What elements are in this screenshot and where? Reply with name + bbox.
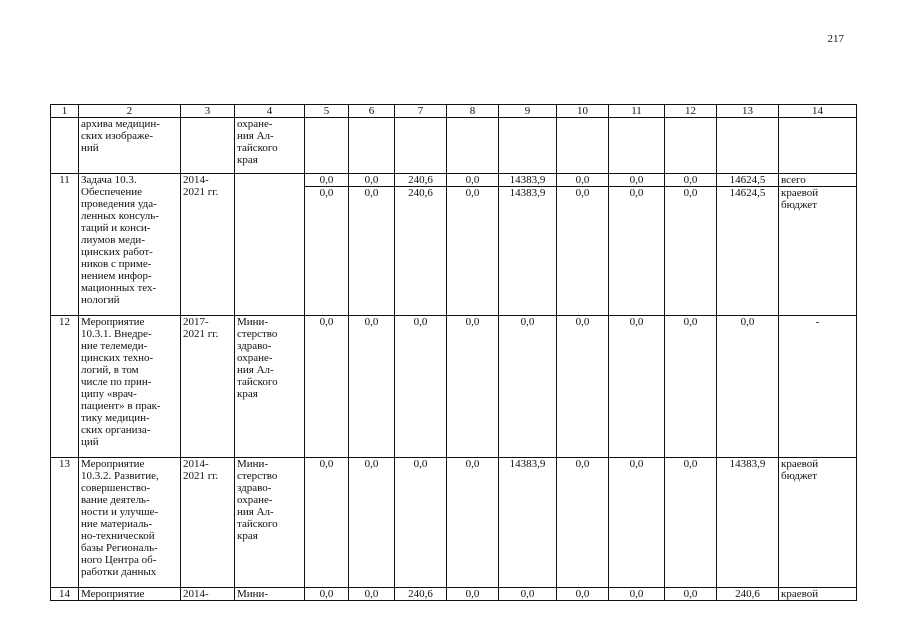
cell-text: ние материаль- bbox=[81, 518, 153, 530]
cell-text: 0,0 bbox=[557, 186, 608, 199]
cell-text: цинских работ- bbox=[81, 246, 153, 258]
value-cell bbox=[609, 118, 665, 174]
cell-text: 0,0 bbox=[575, 316, 590, 328]
cell-text: Обеспечение bbox=[81, 186, 142, 198]
value-cell bbox=[609, 458, 665, 588]
table-row bbox=[51, 118, 857, 174]
column-header: 13 bbox=[717, 105, 779, 118]
cell-text: 14383,9 bbox=[509, 174, 546, 186]
cell-text: нологий bbox=[81, 294, 120, 306]
column-header: 5 bbox=[305, 105, 349, 118]
cell-text: тайского bbox=[237, 142, 278, 154]
cell-text: 0,0 bbox=[349, 186, 394, 199]
row-number-cell: 11 bbox=[51, 174, 79, 316]
value-cell bbox=[305, 588, 349, 601]
executor-cell bbox=[235, 174, 305, 316]
value-cell bbox=[499, 174, 557, 316]
cell-text: стерство bbox=[237, 470, 278, 482]
row-number-cell: 12 bbox=[51, 316, 79, 458]
funding-source-cell bbox=[779, 588, 857, 601]
cell-text: ципу «врач- bbox=[81, 388, 137, 400]
cell-text: 0,0 bbox=[683, 174, 698, 186]
value-cell bbox=[665, 118, 717, 174]
task-name-cell bbox=[79, 588, 181, 601]
cell-text: 2021 гг. bbox=[183, 186, 219, 198]
value-cell bbox=[395, 588, 447, 601]
cell-text: бюджет bbox=[781, 199, 817, 211]
cell-text: логий, в том bbox=[81, 364, 139, 376]
value-cell bbox=[717, 118, 779, 174]
cell-text: 0,0 bbox=[629, 174, 644, 186]
cell-text: 0,0 bbox=[683, 588, 698, 600]
column-header: 6 bbox=[349, 105, 395, 118]
cell-text: 0,0 bbox=[575, 174, 590, 186]
value-cell bbox=[447, 588, 499, 601]
value-cell bbox=[609, 174, 665, 316]
cell-text: Мини- bbox=[237, 458, 269, 470]
cell-text: таций и конси- bbox=[81, 222, 151, 234]
value-cell bbox=[499, 588, 557, 601]
cell-text: ских изображе- bbox=[81, 130, 154, 142]
cell-text: 0,0 bbox=[629, 588, 644, 600]
cell-text: 2014- bbox=[183, 174, 209, 186]
value-cell bbox=[349, 588, 395, 601]
funding-source-cell bbox=[779, 174, 857, 316]
cell-text: 14624,5 bbox=[729, 174, 766, 186]
task-name-cell bbox=[79, 316, 181, 458]
value-cell bbox=[557, 316, 609, 458]
cell-text: 240,6 bbox=[395, 186, 446, 199]
cell-text: здраво- bbox=[237, 340, 272, 352]
cell-text: 0,0 bbox=[465, 458, 480, 470]
column-number-row bbox=[51, 105, 857, 118]
cell-text: охране- bbox=[237, 494, 273, 506]
value-cell bbox=[717, 588, 779, 601]
cell-text: 0,0 bbox=[520, 588, 535, 600]
row-number-cell: 13 bbox=[51, 458, 79, 588]
cell-text: ности и улучше- bbox=[81, 506, 159, 518]
cell-text: 14383,9 bbox=[509, 458, 546, 470]
value-cell bbox=[717, 316, 779, 458]
column-header: 11 bbox=[609, 105, 665, 118]
cell-text: Мероприятие bbox=[81, 588, 145, 600]
cell-text: Мини- bbox=[237, 316, 269, 328]
program-table bbox=[50, 104, 857, 601]
value-cell bbox=[499, 316, 557, 458]
cell-text: 10.3.2. Развитие, bbox=[81, 470, 159, 482]
cell-text: ленных консуль- bbox=[81, 210, 159, 222]
value-cell bbox=[609, 588, 665, 601]
cell-text: 0,0 bbox=[413, 316, 428, 328]
cell-text: 0,0 bbox=[575, 458, 590, 470]
cell-text: 240,6 bbox=[408, 588, 433, 600]
cell-text: стерство bbox=[237, 328, 278, 340]
cell-text: Мероприятие bbox=[81, 458, 145, 470]
column-header: 4 bbox=[235, 105, 305, 118]
cell-text: но-технической bbox=[81, 530, 155, 542]
value-cell bbox=[447, 458, 499, 588]
cell-text: - bbox=[815, 316, 820, 328]
task-name-cell bbox=[79, 174, 181, 316]
page-number: 217 bbox=[827, 33, 844, 45]
cell-text: здраво- bbox=[237, 482, 272, 494]
table-row bbox=[51, 174, 857, 316]
cell-text: 2021 гг. bbox=[183, 328, 219, 340]
value-cell bbox=[717, 174, 779, 316]
column-header: 12 bbox=[665, 105, 717, 118]
value-cell bbox=[349, 458, 395, 588]
value-cell bbox=[665, 458, 717, 588]
cell-text: краевой bbox=[781, 458, 819, 470]
value-cell bbox=[305, 118, 349, 174]
value-cell bbox=[349, 118, 395, 174]
cell-text: архива медицин- bbox=[81, 118, 160, 130]
table-row bbox=[51, 588, 857, 601]
value-cell bbox=[557, 174, 609, 316]
cell-text: 0,0 bbox=[319, 588, 334, 600]
cell-text: вание деятель- bbox=[81, 494, 150, 506]
cell-text: ния Ал- bbox=[237, 506, 274, 518]
cell-text: 0,0 bbox=[465, 174, 480, 186]
row-number-cell bbox=[51, 118, 79, 174]
value-cell bbox=[557, 458, 609, 588]
cell-text: 2017- bbox=[183, 316, 209, 328]
column-header: 9 bbox=[499, 105, 557, 118]
value-cell bbox=[557, 588, 609, 601]
cell-text: цинских техно- bbox=[81, 352, 154, 364]
cell-text: тайского bbox=[237, 518, 278, 530]
cell-text: 0,0 bbox=[520, 316, 535, 328]
cell-text: числе по прин- bbox=[81, 376, 152, 388]
cell-text: 2021 гг. bbox=[183, 470, 219, 482]
value-cell bbox=[395, 458, 447, 588]
period-cell bbox=[181, 316, 235, 458]
cell-text: 0,0 bbox=[465, 316, 480, 328]
column-header: 10 bbox=[557, 105, 609, 118]
cell-text: 14624,5 bbox=[717, 186, 778, 199]
cell-text: Мини- bbox=[237, 588, 269, 600]
cell-text: 0,0 bbox=[447, 186, 498, 199]
cell-text: 0,0 bbox=[413, 458, 428, 470]
cell-text: 0,0 bbox=[364, 316, 379, 328]
cell-text: 0,0 bbox=[319, 174, 334, 186]
cell-text: 0,0 bbox=[665, 186, 716, 199]
cell-text: ние телемеди- bbox=[81, 340, 148, 352]
cell-text: 240,6 bbox=[735, 588, 760, 600]
executor-cell bbox=[235, 316, 305, 458]
value-cell bbox=[609, 316, 665, 458]
program-table-wrap bbox=[50, 104, 857, 601]
cell-text: тайского bbox=[237, 376, 278, 388]
column-header: 1 bbox=[51, 105, 79, 118]
cell-text: 0,0 bbox=[364, 174, 379, 186]
task-name-cell bbox=[79, 458, 181, 588]
cell-text: работки данных bbox=[81, 566, 157, 578]
value-cell bbox=[447, 174, 499, 316]
value-cell bbox=[665, 588, 717, 601]
column-header: 14 bbox=[779, 105, 857, 118]
cell-text: базы Региональ- bbox=[81, 542, 158, 554]
cell-text: Задача 10.3. bbox=[81, 174, 137, 186]
cell-text: края bbox=[237, 154, 258, 166]
cell-text: ния Ал- bbox=[237, 130, 274, 142]
cell-text: 0,0 bbox=[319, 316, 334, 328]
value-cell bbox=[499, 458, 557, 588]
cell-text: 0,0 bbox=[575, 588, 590, 600]
cell-text: 2014- bbox=[183, 458, 209, 470]
cell-text: Мероприятие bbox=[81, 316, 145, 328]
cell-text: 0,0 bbox=[319, 458, 334, 470]
column-header: 7 bbox=[395, 105, 447, 118]
cell-text: ного Центра об- bbox=[81, 554, 157, 566]
executor-cell bbox=[235, 118, 305, 174]
cell-text: края bbox=[237, 530, 258, 542]
cell-text: 0,0 bbox=[609, 186, 664, 199]
value-cell bbox=[305, 174, 349, 316]
period-cell bbox=[181, 118, 235, 174]
task-name-cell bbox=[79, 118, 181, 174]
executor-cell bbox=[235, 588, 305, 601]
table-row bbox=[51, 316, 857, 458]
value-cell bbox=[447, 118, 499, 174]
cell-text: 10.3.1. Внедре- bbox=[81, 328, 152, 340]
cell-text: 0,0 bbox=[683, 458, 698, 470]
cell-text: пациент» в прак- bbox=[81, 400, 161, 412]
cell-text: 0,0 bbox=[683, 316, 698, 328]
value-cell bbox=[447, 316, 499, 458]
value-cell bbox=[395, 118, 447, 174]
value-cell bbox=[349, 316, 395, 458]
cell-text: 0,0 bbox=[465, 588, 480, 600]
cell-text: 14383,9 bbox=[729, 458, 766, 470]
column-header: 3 bbox=[181, 105, 235, 118]
cell-text: всего bbox=[781, 174, 806, 186]
funding-source-cell bbox=[779, 458, 857, 588]
cell-text: ний bbox=[81, 142, 99, 154]
value-cell bbox=[665, 174, 717, 316]
cell-text: 0,0 bbox=[364, 588, 379, 600]
row-number-cell: 14 bbox=[51, 588, 79, 601]
period-cell bbox=[181, 588, 235, 601]
cell-text: 0,0 bbox=[629, 316, 644, 328]
value-cell bbox=[395, 316, 447, 458]
cell-text: тику медицин- bbox=[81, 412, 150, 424]
period-cell bbox=[181, 174, 235, 316]
cell-text: ских организа- bbox=[81, 424, 151, 436]
value-cell bbox=[305, 316, 349, 458]
cell-text: краевой bbox=[781, 588, 819, 600]
cell-text: ций bbox=[81, 436, 99, 448]
value-cell bbox=[717, 458, 779, 588]
cell-text: охране- bbox=[237, 118, 273, 130]
value-cell bbox=[499, 118, 557, 174]
cell-text: бюджет bbox=[781, 470, 817, 482]
cell-text: совершенство- bbox=[81, 482, 151, 494]
cell-text: 2014- bbox=[183, 588, 209, 600]
cell-text: края bbox=[237, 388, 258, 400]
period-cell bbox=[181, 458, 235, 588]
cell-text: ников с приме- bbox=[81, 258, 152, 270]
executor-cell bbox=[235, 458, 305, 588]
value-cell bbox=[665, 316, 717, 458]
cell-text: лиумов меди- bbox=[81, 234, 145, 246]
funding-source-cell bbox=[779, 118, 857, 174]
cell-text: проведения уда- bbox=[81, 198, 157, 210]
cell-text: 0,0 bbox=[305, 186, 348, 199]
column-header: 8 bbox=[447, 105, 499, 118]
cell-text: краевой bbox=[779, 186, 856, 199]
value-cell bbox=[349, 174, 395, 316]
cell-text: 0,0 bbox=[364, 458, 379, 470]
funding-source-cell bbox=[779, 316, 857, 458]
cell-text: нением инфор- bbox=[81, 270, 152, 282]
cell-text: 240,6 bbox=[408, 174, 433, 186]
value-cell bbox=[305, 458, 349, 588]
value-cell bbox=[557, 118, 609, 174]
table-row bbox=[51, 458, 857, 588]
cell-text: ния Ал- bbox=[237, 364, 274, 376]
cell-text: 0,0 bbox=[629, 458, 644, 470]
cell-text: 14383,9 bbox=[499, 186, 556, 199]
cell-text: мационных тех- bbox=[81, 282, 157, 294]
value-cell bbox=[395, 174, 447, 316]
column-header: 2 bbox=[79, 105, 181, 118]
cell-text: 0,0 bbox=[740, 316, 755, 328]
cell-text: охране- bbox=[237, 352, 273, 364]
